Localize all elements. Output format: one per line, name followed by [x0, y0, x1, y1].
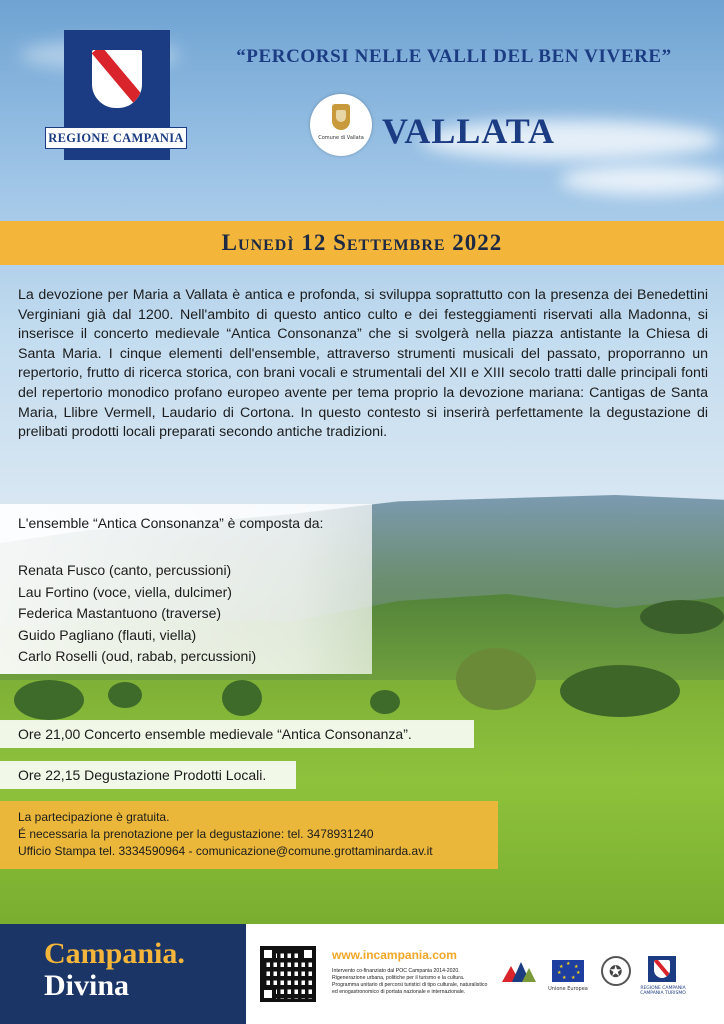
brand-line-1: Campania.: [44, 937, 185, 970]
poc-campania-logo-icon: [502, 960, 536, 988]
intro-paragraph: La devozione per Maria a Vallata è antica e profonda, si sviluppa soprattutto con la presenza dei Benedettini Verginiani già dal 1200. Nell'ambito di questo antico culto e dei festeggiamenti riservati alla Madonna, si inserisce il concerto medievale “Antica Consonanza” che si svolgerà nella piazza antistante la Chiesa di Santa Maria. I cinque elementi dell'ensemble, attraverso strumenti musicali del passato, proporranno un repertorio, frutto di ricerca storica, con brani vocali e strumentali del XII e XIII secolo tratti dalle principali fonti del repertorio monodico profano europeo avente per tema proprio la devozione mariana: Cantigas de Santa Maria, Llibre Vermell, Laudario di Cortona. In questo contesto si inserirà perfettamente la degustazione di prelibati prodotti locali preparati secondo antiche tradizioni.: [18, 287, 708, 441]
list-item: Renata Fusco (canto, percussioni): [18, 562, 232, 578]
qr-corner: [300, 946, 316, 962]
header: [0, 0, 724, 220]
shield: [90, 48, 144, 110]
shield: [654, 960, 670, 978]
eu-flag-icon: [552, 960, 584, 982]
event-subtitle: “PERCORSI NELLE VALLI DEL BEN VIVERE”: [236, 46, 672, 67]
tree: [370, 690, 400, 714]
schedule-concert: Ore 21,00 Concerto ensemble medievale “Antica Consonanza”.: [0, 720, 474, 748]
eu-star: ★: [562, 975, 567, 981]
eu-star: ★: [557, 970, 562, 976]
campania-turismo-logo-icon: [648, 956, 676, 982]
funding-text: Intervento co-finanziato dal POC Campania 2014-2020. Rigenerazione urbana, politiche per il turismo e la cultura. Programma unitario di percorsi turistici di tipo culturale, naturalistico ed enogastronomico di portata nazionale e internazionale.: [332, 968, 488, 995]
crest-inner: [336, 110, 346, 122]
italian-republic-emblem-icon: [601, 956, 631, 986]
town-name: VALLATA: [382, 111, 556, 151]
tree: [108, 682, 142, 708]
eu-star: ★: [576, 970, 581, 976]
schedule-tasting: Ore 22,15 Degustazione Prodotti Locali.: [0, 761, 296, 789]
eu-star: ★: [566, 961, 571, 967]
qr-corner: [260, 946, 276, 962]
campania-divina-brand: [0, 924, 246, 1024]
brand-line-2: Divina: [44, 969, 130, 1002]
info-booking: É necessaria la prenotazione per la degustazione: tel. 3478931240: [18, 827, 374, 841]
tree: [222, 680, 262, 716]
site-url[interactable]: www.incampania.com: [332, 948, 457, 962]
tree: [14, 680, 84, 720]
info-free: La partecipazione è gratuita.: [18, 810, 170, 824]
eu-caption: Unione Europea: [548, 986, 588, 992]
logo-triangle: [522, 968, 536, 982]
shield-stripe: [654, 960, 670, 978]
shield-stripe: [92, 48, 144, 110]
eu-star: ★: [571, 975, 576, 981]
list-item: Lau Fortino (voce, viella, dulcimer): [18, 583, 232, 600]
tree: [560, 665, 680, 717]
eu-star: ★: [574, 964, 579, 970]
eu-star: ★: [559, 964, 564, 970]
footer: [0, 924, 724, 1024]
list-item: Guido Pagliano (flauti, viella): [18, 626, 197, 643]
crest: [332, 104, 350, 130]
ensemble-title: L'ensemble “Antica Consonanza” è composta da:: [18, 515, 324, 531]
date-bar: [0, 221, 724, 265]
info-box: [0, 801, 498, 869]
tree: [456, 648, 536, 710]
list-item: Carlo Roselli (oud, rabab, percussioni): [18, 648, 257, 664]
event-date: Lunedì 12 Settembre 2022: [221, 230, 503, 255]
emblem-star: ✪: [609, 962, 623, 981]
ensemble-members: [18, 560, 256, 668]
list-item: Federica Mastantuono (traverse): [18, 605, 222, 621]
info-press: Ufficio Stampa tel. 3334590964 - comunicazione@comune.grottaminarda.av.it: [18, 844, 433, 858]
qr-code-icon[interactable]: [260, 946, 316, 1002]
comune-badge-text: Comune di Vallata: [318, 135, 364, 141]
campania-caption: REGIONE CAMPANIA CAMPANIA TURISMO: [640, 986, 686, 996]
region-label: REGIONE CAMPANIA: [45, 127, 187, 149]
vallata-crest-icon: [310, 94, 372, 156]
qr-corner: [260, 986, 276, 1002]
tree: [640, 600, 724, 634]
